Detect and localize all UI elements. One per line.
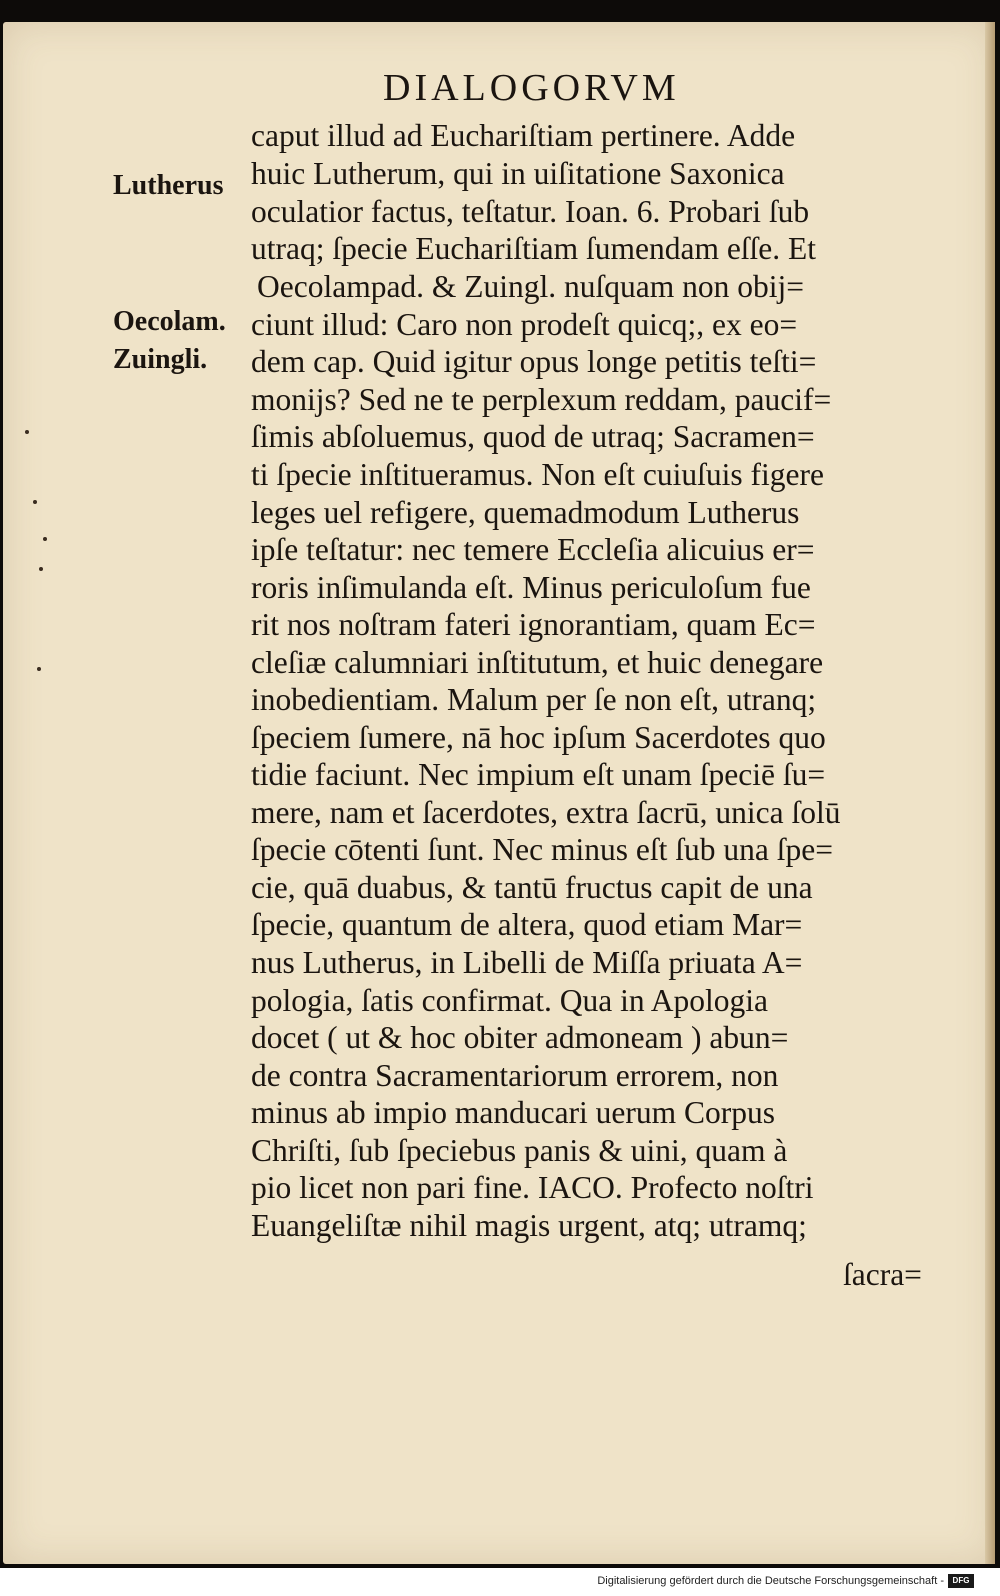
text-line: caput illud ad Euchariſtiam pertinere. Adde [251,118,796,153]
text-line: pologia, ſatis confirmat. Qua in Apologia [251,983,769,1018]
text-line: ti ſpecie inſtitueramus. Non eſt cuiuſuis figere [251,457,824,492]
marginal-note-zuingli: Zuingli. [113,344,208,375]
text-line: pio licet non pari fine. IACO. Profecto noſtri [251,1170,814,1205]
footer-credit: Digitalisierung gefördert durch die Deutsche Forschungsgemeinschaft - [597,1575,944,1587]
ink-speck [25,430,29,434]
text-line: monijs? Sed ne te perplexum reddam, paucif= [251,382,832,417]
text-line: rit nos noſtram fateri ignorantiam, quam Ec= [251,607,816,642]
dfg-logo: DFG [948,1574,974,1588]
text-line: ipſe teſtatur: nec temere Eccleſia alicuius er= [251,532,815,567]
text-line: huic Lutherum, qui in uiſitatione Saxonica [251,156,785,191]
text-line: docet ( ut & hoc obiter admoneam ) abun= [251,1020,789,1055]
text-line: ſpecie, quantum de altera, quod etiam Mar= [251,907,803,942]
ink-speck [37,667,41,671]
text-line: leges uel refigere, quemadmodum Lutherus [251,495,800,530]
text-line: de contra Sacramentariorum errorem, non [251,1058,779,1093]
text-line: ſpeciem ſumere, nā hoc ipſum Sacerdotes quo [251,720,826,755]
text-line: utraq; ſpecie Euchariſtiam ſumendam eſſe. Et [251,231,817,266]
text-line: ſpecie cōtenti ſunt. Nec minus eſt ſub una ſpe= [251,832,833,867]
marginal-note-oecolam: Oecolam. [113,306,226,337]
footer-bar [0,1568,1000,1596]
running-head: DIALOGORVM [383,67,680,109]
book-page [3,22,995,1564]
text-line: inobedientiam. Malum per ſe non eſt, utranq; [251,682,817,717]
marginal-note-lutherus: Lutherus [113,170,224,201]
text-line: ſimis abſoluemus, quod de utraq; Sacramen= [251,419,815,454]
text-line: Euangeliſtæ nihil magis urgent, atq; utramq; [251,1208,807,1243]
text-line: oculatior factus, teſtatur. Ioan. 6. Probari ſub [251,194,810,229]
ink-speck [33,500,37,504]
ink-speck [39,567,43,571]
text-line: ciunt illud: Caro non prodeſt quicq;, ex eo= [251,307,798,342]
catchword: ſacra= [843,1257,922,1292]
text-line: tidie faciunt. Nec impium eſt unam ſpeciē ſu= [251,757,826,792]
text-line: Chriſti, ſub ſpeciebus panis & uini, quam à [251,1133,788,1168]
text-line: nus Lutherus, in Libelli de Miſſa priuata A= [251,945,803,980]
ink-speck [43,537,47,541]
page-edge [985,22,995,1564]
text-line: minus ab impio manducari uerum Corpus [251,1095,776,1130]
text-line: roris inſimulanda eſt. Minus periculoſum fue [251,570,811,605]
text-line: Oecolampad. & Zuingl. nuſquam non obij= [257,269,805,304]
text-line: mere, nam et ſacerdotes, extra ſacrū, unica ſolū [251,795,841,830]
text-line: dem cap. Quid igitur opus longe petitis teſti= [251,344,817,379]
text-line: cie, quā duabus, & tantū fructus capit de una [251,870,813,905]
text-line: cleſiæ calumniari inſtitutum, et huic denegare [251,645,824,680]
